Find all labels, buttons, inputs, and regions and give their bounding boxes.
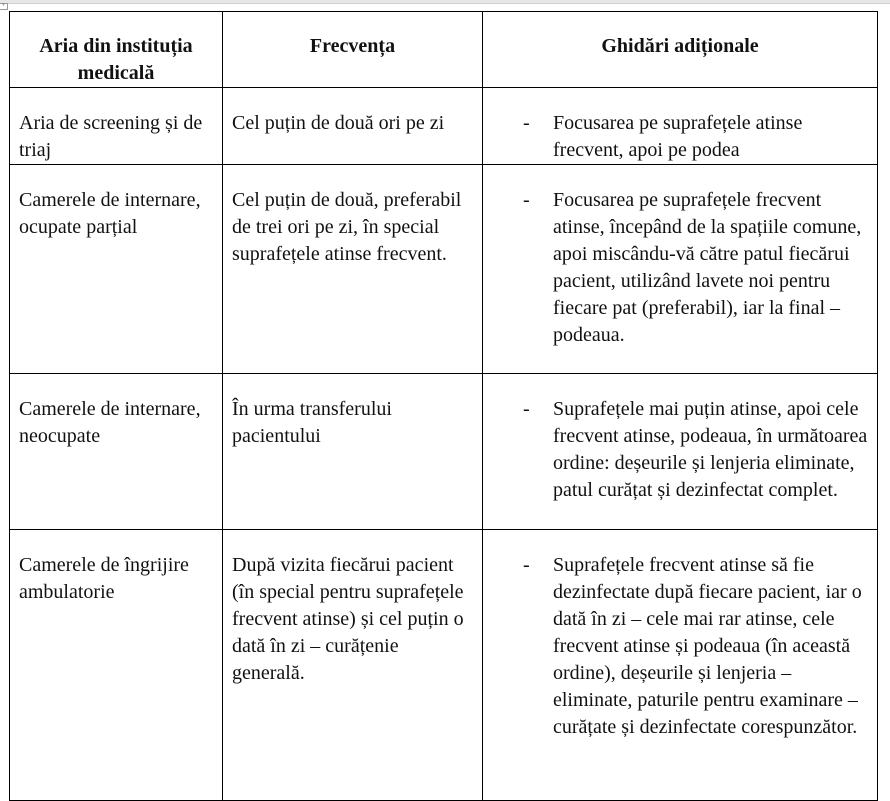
header-frequency — [223, 12, 483, 88]
bullet-dash: - — [523, 398, 530, 420]
guidance-bullet-item — [483, 165, 877, 349]
guidance-text: Focusarea pe suprafețele frecvent atinse, începând de la spațiile comune, apoi miscându-vă către patul fiecărui pacient, utilizând lavete noi pentru fiecare pat (preferabil), iar la final – podeaua. — [553, 189, 862, 346]
guidance-bullet-item — [483, 374, 877, 504]
guidance-text: Focusarea pe suprafețele atinse frecvent, apoi pe podea — [553, 112, 803, 161]
guidance-bullet-item — [483, 530, 877, 741]
frequency-text: Cel puțin de două ori pe zi — [232, 112, 445, 134]
area-text: Camerele de internare, ocupate parțial — [19, 189, 201, 238]
guidance-cell[interactable] — [483, 530, 878, 801]
table-row — [10, 88, 878, 165]
table-header-row — [10, 12, 878, 88]
header-area — [10, 12, 223, 88]
bullet-dash: - — [523, 189, 530, 211]
frequency-text: După vizita fiecărui pacient (în special pentru suprafețele frecvent atinse) și cel puțin o dată în zi – curățenie generală. — [232, 554, 464, 684]
guidance-cell[interactable] — [483, 88, 878, 165]
area-cell[interactable] — [10, 165, 223, 374]
header-area-label: Aria din instituția medicală — [39, 35, 193, 84]
frequency-cell[interactable] — [223, 530, 483, 801]
table-row — [10, 530, 878, 801]
area-cell[interactable] — [10, 530, 223, 801]
table-row — [10, 374, 878, 530]
guidance-text: Suprafețele mai puțin atinse, apoi cele frecvent atinse, podeaua, în următoarea ordine: deșeurile și lenjeria eliminate, patul curățat și dezinfectat complet. — [553, 398, 868, 501]
area-cell[interactable] — [10, 88, 223, 165]
guidance-text: Suprafețele frecvent atinse să fie dezinfectate după fiecare pacient, iar o dată în zi – cele mai rar atinse, cele frecvent atinse și podeaua (în această ordine), deșeurile și lenjeria – eliminate, paturile pentru examinare – curățate și dezinfectate corespunzător. — [553, 554, 862, 738]
frequency-cell[interactable] — [223, 165, 483, 374]
bullet-dash: - — [523, 554, 530, 576]
row-resize-marker[interactable] — [877, 523, 878, 545]
guidance-cell[interactable] — [483, 165, 878, 374]
frequency-text: Cel puțin de două, preferabil de trei ori pe zi, în special suprafețele atinse frecvent. — [232, 189, 462, 265]
editor-ruler-strip — [0, 0, 890, 4]
header-frequency-label: Frecvența — [309, 35, 396, 57]
header-guidance — [483, 12, 878, 88]
frequency-cell[interactable] — [223, 88, 483, 165]
bullet-dash: - — [523, 112, 530, 134]
frequency-cell[interactable] — [223, 374, 483, 530]
guidance-bullet-item — [483, 88, 877, 164]
cleaning-frequency-table — [9, 11, 878, 801]
area-text: Aria de screening și de triaj — [19, 112, 203, 161]
guidance-cell[interactable] — [483, 374, 878, 530]
area-cell[interactable] — [10, 374, 223, 530]
header-guidance-label: Ghidări adiționale — [601, 35, 759, 57]
frequency-text: În urma transferului pacientului — [232, 398, 392, 447]
area-text: Camerele de internare, neocupate — [19, 398, 201, 447]
table-move-handle-icon[interactable]: + — [0, 3, 8, 10]
table-row — [10, 165, 878, 374]
area-text: Camerele de îngrijire ambulatorie — [19, 554, 189, 603]
